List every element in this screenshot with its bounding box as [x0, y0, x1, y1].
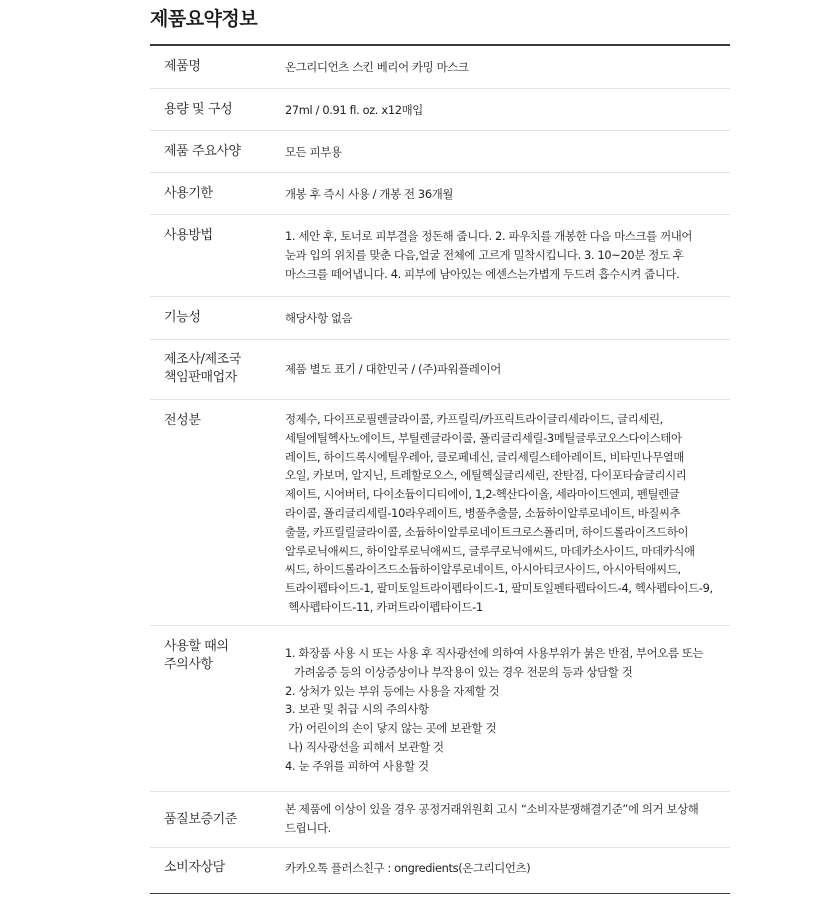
text-line: 알루로닉애씨드, 하이알루로닉애씨드, 글루쿠로닉애씨드, 마데카소사이드, 마데카식애 — [285, 543, 695, 558]
row-label: 전성분 — [164, 413, 201, 428]
text-line: 4. 눈 주위를 피하여 사용할 것 — [285, 758, 429, 773]
text-line: 가) 어린이의 손이 닿지 않는 곳에 보관할 것 — [288, 721, 497, 736]
row-value: 온그리디언츠 스킨 베리어 카밍 마스크 — [285, 60, 469, 74]
row-value — [285, 800, 725, 838]
table-row-main-spec — [150, 131, 730, 173]
row-label: 품질보증기준 — [164, 812, 237, 827]
row-value: 27ml / 0.91 fl. oz. x12매입 — [285, 103, 423, 117]
label-line: 책임판매업자 — [164, 370, 237, 385]
text-line: 가려움증 등의 이상증상이나 부작용이 있는 경우 전문의 등과 상담할 것 — [294, 664, 633, 679]
table-row-customer-service — [150, 848, 730, 894]
text-line: 본 제품에 이상이 있을 경우 공정거래위원회 고시 “소비자분쟁해결기준”에 의거 보상해 — [285, 802, 699, 816]
text-line: 레이트, 하이드록시에틸우레아, 클로페네신, 글리세릴스테아레이트, 비타민나무열매 — [285, 449, 685, 464]
row-value: 카카오톡 플러스친구 : ongredients(온그리디언츠) — [285, 861, 531, 875]
text-line: 드립니다. — [285, 820, 331, 835]
text-line: 헥사펩타이드-11, 카퍼트라이펩타이드-1 — [285, 599, 483, 614]
table-row-precautions — [150, 626, 730, 792]
row-value — [285, 410, 725, 617]
row-label: 소비자상담 — [164, 860, 225, 875]
text-line: 2. 상처가 있는 부위 등에는 사용을 자제할 것 — [285, 683, 500, 698]
row-label: 제품 주요사양 — [164, 144, 241, 159]
row-label: 기능성 — [164, 310, 201, 325]
row-value — [285, 227, 725, 283]
row-value: 해당사항 없음 — [285, 311, 353, 325]
row-label — [164, 351, 274, 387]
table-row-functionality — [150, 297, 730, 340]
row-value: 모든 피부용 — [285, 145, 342, 159]
text-line: 제이트, 시어버터, 다이소듐이디티에이, 1,2-헥산다이올, 세라마이드엔피, 펜틸렌글 — [285, 487, 680, 502]
table-row-ingredients — [150, 400, 730, 626]
table-row-quality-guarantee — [150, 792, 730, 848]
text-line: 3. 보관 및 취급 시의 주의사항 — [285, 702, 429, 717]
text-line: 씨드, 하이드롤라이즈드소듐하이알루로네이트, 아시아티코사이드, 아시아틱애씨드, — [285, 562, 681, 577]
row-label: 사용기한 — [164, 186, 213, 201]
text-line: 1. 화장품 사용 시 또는 사용 후 직사광선에 의하여 사용부위가 붉은 반점, 부어오름 또는 — [285, 646, 704, 660]
table-row-capacity — [150, 89, 730, 131]
table-row-product-name — [150, 46, 730, 89]
row-value — [285, 644, 725, 776]
text-line: 트라이펩타이드-1, 팔미토일트라이펩타이드-1, 팔미토일펜타펩타이드-4, 헥사펩타이드-9, — [285, 581, 713, 596]
text-line: 정제수, 다이프로필렌글라이콜, 카프릴릭/카프릭트라이글리세라이드, 글리세린, — [285, 412, 663, 426]
row-label: 용량 및 구성 — [164, 102, 233, 117]
text-line: 나) 직사광선을 피해서 보관할 것 — [288, 739, 444, 754]
label-line: 사용할 때의 — [164, 639, 229, 654]
text-line: 1. 세안 후, 토너로 피부결을 정돈해 줍니다. 2. 파우치를 개봉한 다음 마스크를 꺼내어 — [285, 229, 693, 243]
text-line: 출물, 카프릴릴글라이콜, 소듐하이알루로네이트크로스폴리머, 하이드롤라이즈드하이 — [285, 524, 689, 539]
text-line: 오일, 카보머, 알지닌, 트레할로오스, 에틸헥실글리세린, 잔탄검, 다이포타슘글리시리 — [285, 468, 687, 483]
row-label: 사용방법 — [164, 228, 213, 243]
text-line: 눈과 입의 위치를 맞춘 다음,얼굴 전체에 고르게 밀착시킵니다. 3. 10~20분 정도 후 — [285, 247, 684, 262]
label-line: 제조사/제조국 — [164, 352, 241, 367]
row-value: 제품 별도 표기 / 대한민국 / (주)파워플레이어 — [285, 362, 501, 376]
text-line: 세틸에틸헥사노에이트, 부틸렌글라이콜, 폴리글리세릴-3메틸글루코오스다이스테아 — [285, 430, 682, 445]
section-title: 제품요약정보 — [150, 8, 258, 30]
table-row-expiry — [150, 173, 730, 215]
table-row-manufacturer — [150, 340, 730, 400]
table-row-usage — [150, 215, 730, 297]
text-line: 라이콜, 폴리글리세릴-10라우레이트, 병풀추출물, 소듐하이알루로네이트, 바질씨추 — [285, 505, 681, 520]
row-value: 개봉 후 즉시 사용 / 개봉 전 36개월 — [285, 187, 454, 201]
product-spec-table — [150, 46, 730, 894]
row-label — [164, 638, 274, 674]
label-line: 주의사항 — [164, 657, 213, 672]
text-line: 마스크를 떼어냅니다. 4. 피부에 남아있는 에센스는가볍게 두드려 흡수시켜 줍니다. — [285, 266, 680, 281]
row-label: 제품명 — [164, 59, 201, 74]
